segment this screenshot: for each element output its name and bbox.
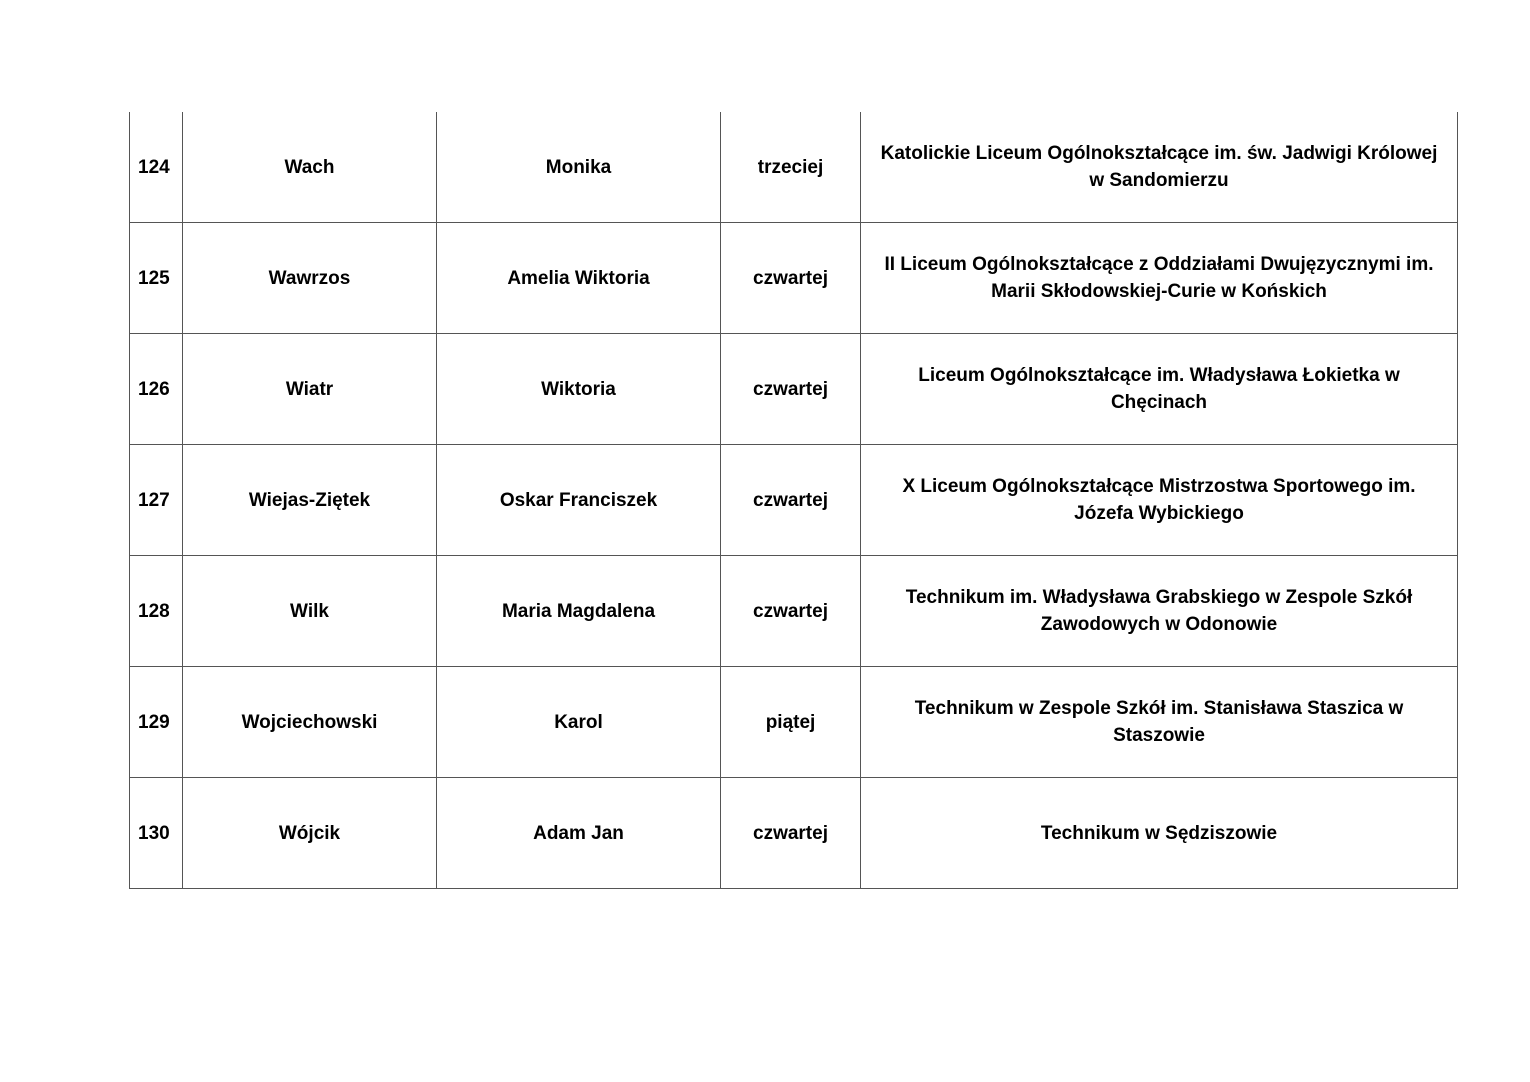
surname-cell: Wojciechowski	[183, 667, 437, 778]
row-number: 124	[130, 112, 183, 223]
first-names-cell: Maria Magdalena	[437, 556, 721, 667]
surname-cell: Wilk	[183, 556, 437, 667]
row-number: 129	[130, 667, 183, 778]
table-row	[130, 667, 1458, 778]
surname-cell: Wach	[183, 112, 437, 223]
first-names-cell: Adam Jan	[437, 778, 721, 889]
surname-cell: Wójcik	[183, 778, 437, 889]
school-cell: Technikum im. Władysława Grabskiego w Zespole Szkół Zawodowych w Odonowie	[861, 556, 1458, 667]
grade-cell: piątej	[721, 667, 861, 778]
first-names-cell: Amelia Wiktoria	[437, 223, 721, 334]
row-number: 125	[130, 223, 183, 334]
school-cell: Katolickie Liceum Ogólnokształcące im. św. Jadwigi Królowej w Sandomierzu	[861, 112, 1458, 223]
grade-cell: trzeciej	[721, 112, 861, 223]
school-cell: X Liceum Ogólnokształcące Mistrzostwa Sportowego im. Józefa Wybickiego	[861, 445, 1458, 556]
school-cell: Technikum w Zespole Szkół im. Stanisława Staszica w Staszowie	[861, 667, 1458, 778]
first-names-cell: Monika	[437, 112, 721, 223]
surname-cell: Wawrzos	[183, 223, 437, 334]
table-row	[130, 223, 1458, 334]
surname-cell: Wiejas-Ziętek	[183, 445, 437, 556]
first-names-cell: Karol	[437, 667, 721, 778]
table-row	[130, 112, 1458, 223]
grade-cell: czwartej	[721, 445, 861, 556]
row-number: 127	[130, 445, 183, 556]
table-row	[130, 556, 1458, 667]
table-row	[130, 445, 1458, 556]
grade-cell: czwartej	[721, 556, 861, 667]
row-number: 130	[130, 778, 183, 889]
grade-cell: czwartej	[721, 334, 861, 445]
first-names-cell: Wiktoria	[437, 334, 721, 445]
surname-cell: Wiatr	[183, 334, 437, 445]
school-cell: Technikum w Sędziszowie	[861, 778, 1458, 889]
row-number: 126	[130, 334, 183, 445]
school-cell: II Liceum Ogólnokształcące z Oddziałami Dwujęzycznymi im. Marii Skłodowskiej-Curie w Końskich	[861, 223, 1458, 334]
first-names-cell: Oskar Franciszek	[437, 445, 721, 556]
row-number: 128	[130, 556, 183, 667]
table-row	[130, 334, 1458, 445]
grade-cell: czwartej	[721, 778, 861, 889]
participants-table	[129, 112, 1458, 889]
school-cell: Liceum Ogólnokształcące im. Władysława Łokietka w Chęcinach	[861, 334, 1458, 445]
table-row	[130, 778, 1458, 889]
grade-cell: czwartej	[721, 223, 861, 334]
